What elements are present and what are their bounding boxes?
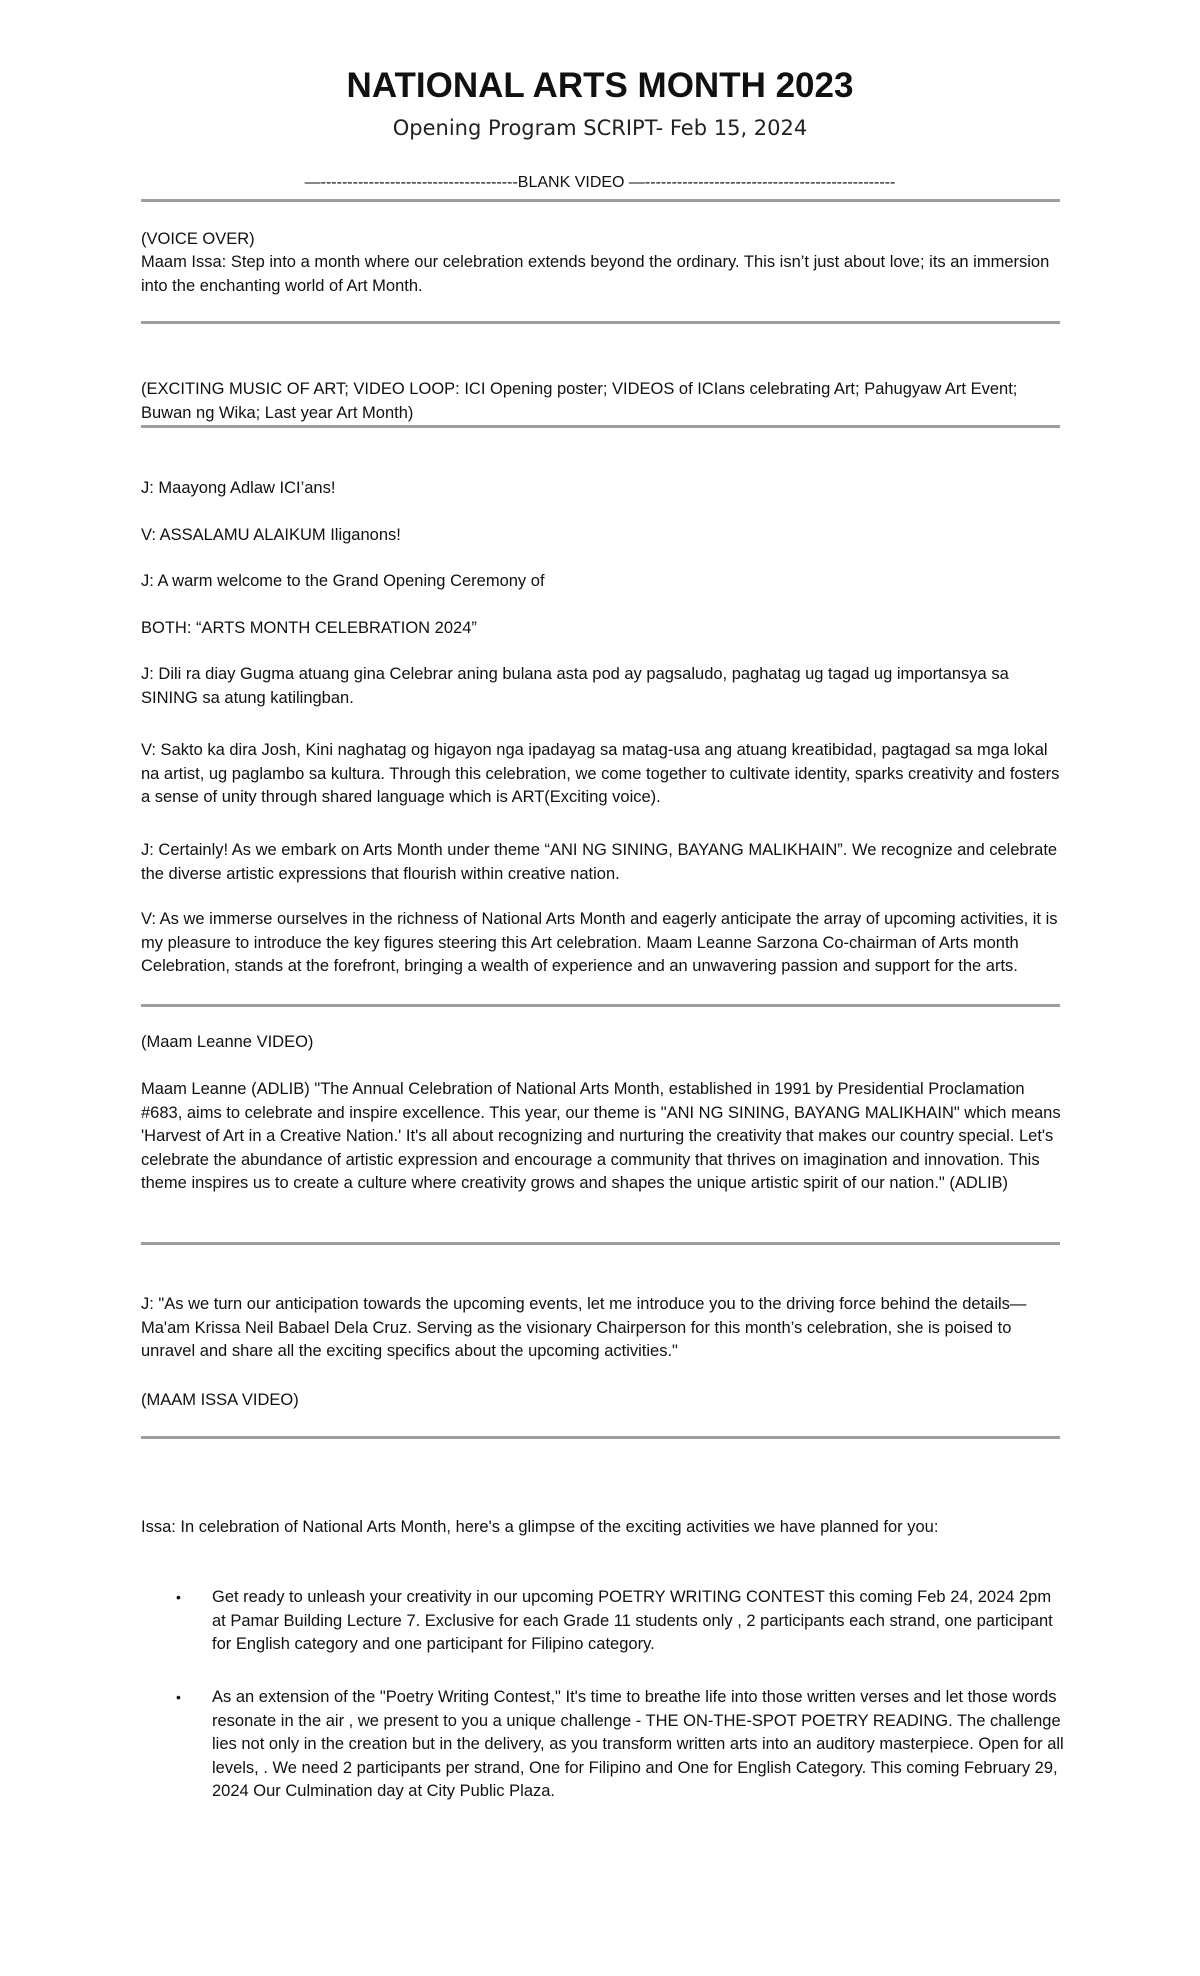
- music-cue: (EXCITING MUSIC OF ART; VIDEO LOOP: ICI Opening poster; VIDEOS of ICIans celebrating Art; Pahugyaw Art Event; Buwan ng Wika; Last year Art Month): [141, 380, 1018, 422]
- script-line: J: A warm welcome to the Grand Opening Ceremony of: [141, 572, 545, 590]
- section-divider: [141, 425, 1060, 428]
- voice-over-tag: (VOICE OVER): [141, 230, 255, 248]
- voice-over-line: Maam Issa: Step into a month where our celebration extends beyond the ordinary. This isn’t just about love; its an immersion into the enchanting world of Art Month.: [141, 253, 1050, 295]
- script-line: J: Certainly! As we embark on Arts Month under theme “ANI NG SINING, BAYANG MALIKHAIN”. We recognize and celebrate the diverse artistic expressions that flourish within creative nation.: [141, 841, 1058, 883]
- leanne-adlib: Maam Leanne (ADLIB) "The Annual Celebration of National Arts Month, established in 1991 by Presidential Proclamation #683, aims to celebrate and inspire excellence. This year, our theme is "ANI NG SINING, BAYANG MALIKHAIN" which means 'Harvest of Art in a Creative Nation.' It's all about recognizing and nurturing the creativity that makes our country special. Let's celebrate the abundance of artistic expression and encourage a community that thrives on imagination and innovation. This theme inspires us to create a culture where creativity grows and shapes the unique artistic spirit of our nation." (ADLIB): [141, 1080, 1061, 1192]
- activity-item: As an extension of the "Poetry Writing Contest," It's time to breathe life into those written verses and let those words resonate in the air , we present to you a unique challenge - THE ON-THE-SPOT POETRY READING. The challenge lies not only in the creation but in the delivery, as you transform written arts into an auditory masterpiece. Open for all levels, . We need 2 participants per strand, One for Filipino and One for English Category. This coming February 29, 2024 Our Culmination day at City Public Plaza.: [212, 1688, 1064, 1800]
- script-line: BOTH: “ARTS MONTH CELEBRATION 2024”: [141, 619, 477, 637]
- bullet-icon: •: [176, 1689, 181, 1705]
- activity-item: Get ready to unleash your creativity in our upcoming POETRY WRITING CONTEST this coming Feb 24, 2024 2pm at Pamar Building Lecture 7. Exclusive for each Grade 11 students only , 2 participants each strand, one participant for English category and one participant for Filipino category.: [212, 1588, 1053, 1653]
- section-divider: [141, 321, 1060, 324]
- issa-intro: Issa: In celebration of National Arts Month, here's a glimpse of the exciting activities we have planned for you:: [141, 1518, 939, 1536]
- script-line: J: Maayong Adlaw ICI’ans!: [141, 479, 336, 497]
- script-line: J: "As we turn our anticipation towards the upcoming events, let me introduce you to the driving force behind the details—Ma'am Krissa Neil Babael Dela Cruz. Serving as the visionary Chairperson for this month’s celebration, she is poised to unravel and share all the exciting specifics about the upcoming activities.": [141, 1295, 1027, 1360]
- script-line: V: Sakto ka dira Josh, Kini naghatag og higayon nga ipadayag sa matag-usa ang atuang kreatibidad, pagtagad sa mga lokal na artist, ug paglambo sa kultura. Through this celebration, we come together to cultivate identity, sparks creativity and fosters a sense of unity through shared language which is ART(Exciting voice).: [141, 741, 1060, 806]
- script-line: V: ASSALAMU ALAIKUM Iliganons!: [141, 526, 401, 544]
- script-line: V: As we immerse ourselves in the richness of National Arts Month and eagerly anticipate the array of upcoming activities, it is my pleasure to introduce the key figures steering this Art celebration. Maam Leanne Sarzona Co-chairman of Arts month Celebration, stands at the forefront, bringing a wealth of experience and an unwavering passion and support for the arts.: [141, 910, 1058, 975]
- section-divider: [141, 1004, 1060, 1007]
- section-divider: [141, 1242, 1060, 1245]
- document-subtitle: Opening Program SCRIPT- Feb 15, 2024: [392, 116, 808, 140]
- script-line: J: Dili ra diay Gugma atuang gina Celebrar aning bulana asta pod ay pagsaludo, paghatag ug tagad ug importansya sa SINING sa atung katilingban.: [141, 665, 1009, 707]
- section-divider: [141, 1436, 1060, 1439]
- document-title: NATIONAL ARTS MONTH 2023: [346, 66, 854, 105]
- leanne-video-tag: (Maam Leanne VIDEO): [141, 1033, 314, 1051]
- blank-video-cue: —-------------------------------------BLANK VIDEO —-----------------------------------------------: [304, 174, 896, 191]
- section-divider: [141, 199, 1060, 202]
- bullet-icon: •: [176, 1589, 181, 1605]
- issa-video-tag: (MAAM ISSA VIDEO): [141, 1391, 299, 1409]
